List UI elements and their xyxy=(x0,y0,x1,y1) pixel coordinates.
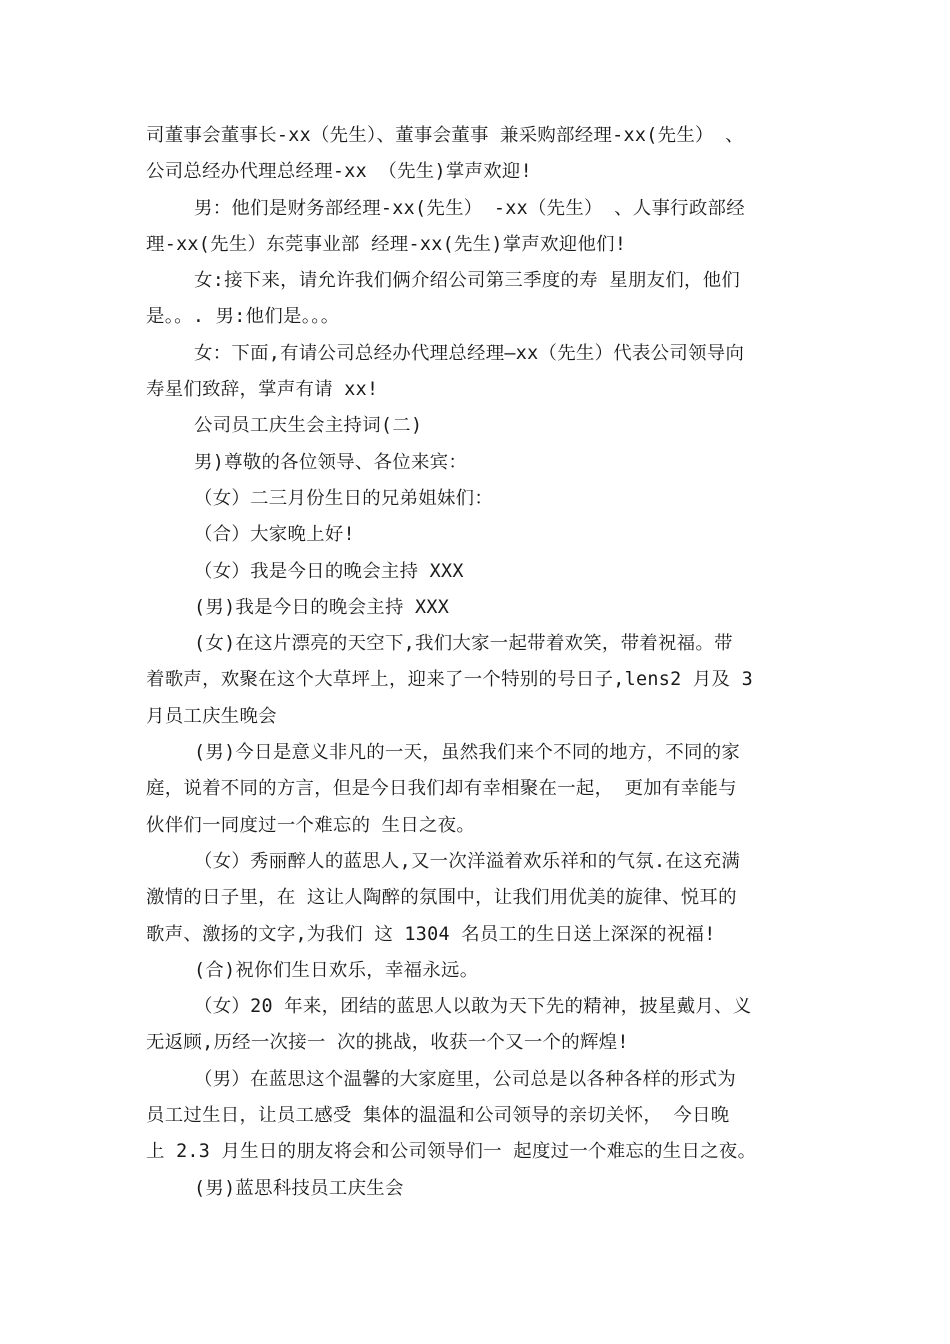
text-line: （女）二三月份生日的兄弟姐妹们： xyxy=(194,487,494,509)
text-line: （女）20 年来，团结的蓝思人以敢为天下先的精神，披星戴月、义 xyxy=(194,996,752,1018)
text-line: 司董事会董事长-xx（先生）、董事会董事 兼采购部经理-xx(先生） 、 xyxy=(146,125,744,146)
text-line: 上 2.3 月生日的朋友将会和公司领导们一 起度过一个难忘的生日之夜。 xyxy=(146,1141,757,1163)
text-line: 公司总经办代理总经理-xx （先生)掌声欢迎! xyxy=(146,161,532,183)
text-line: 伙伴们一同度过一个难忘的 生日之夜。 xyxy=(146,814,476,836)
text-line: （男）在蓝思这个温馨的大家庭里，公司总是以各种各样的形式为 xyxy=(194,1068,737,1090)
text-line: (女)在这片漂亮的天空下,我们大家一起带着欢笑，带着祝福。带 xyxy=(194,633,733,655)
text-line: 寿星们致辞，掌声有请 xx! xyxy=(146,379,379,401)
text-line: 女:接下来，请允许我们俩介绍公司第三季度的寿 星朋友们，他们 xyxy=(194,270,741,292)
text-line: （合）大家晚上好! xyxy=(194,524,355,546)
text-line: 着歌声，欢聚在这个大草坪上，迎来了一个特别的号日子,lens2 月及 3 xyxy=(146,669,753,691)
text-line: (男)蓝思科技员工庆生会 xyxy=(194,1177,404,1199)
text-line: 歌声、激扬的文字,为我们 这 1304 名员工的生日送上深深的祝福! xyxy=(146,923,716,945)
text-line: (男)我是今日的晚会主持 XXX xyxy=(194,596,450,618)
text-line: 月员工庆生晚会 xyxy=(146,705,277,727)
text-line: 是。。. 男:他们是。。。 xyxy=(146,306,340,328)
text-line: 员工过生日，让员工感受 集体的温温和公司领导的亲切关怀， 今日晚 xyxy=(146,1105,730,1127)
text-line: 男：他们是财务部经理-xx(先生） -xx（先生） 、人事行政部经 xyxy=(194,197,745,219)
text-line: 激情的日子里，在 这让人陶醉的氛围中，让我们用优美的旋律、悦耳的 xyxy=(146,887,737,909)
text-line: 庭，说着不同的方言，但是今日我们却有幸相聚在一起， 更加有幸能与 xyxy=(146,778,737,800)
text-line: 公司员工庆生会主持词(二) xyxy=(194,415,423,437)
document-page xyxy=(146,118,810,1207)
text-line: 无返顾,历经一次接一 次的挑战，收获一个又一个的辉煌! xyxy=(146,1032,629,1054)
text-line: (男)今日是意义非凡的一天，虽然我们来个不同的地方，不同的家 xyxy=(194,742,741,764)
text-line: （女）秀丽醉人的蓝思人,又一次洋溢着欢乐祥和的气氛.在这充满 xyxy=(194,850,741,872)
text-line: 女：下面,有请公司总经办代理总经理—xx（先生）代表公司领导向 xyxy=(194,342,745,364)
text-line: 理-xx(先生）东莞事业部 经理-xx(先生)掌声欢迎他们! xyxy=(146,233,627,255)
text-line: (合)祝你们生日欢乐，幸福永远。 xyxy=(194,959,479,981)
text-line: （女）我是今日的晚会主持 XXX xyxy=(194,560,464,582)
text-line: 男)尊敬的各位领导、各位来宾： xyxy=(194,451,468,473)
